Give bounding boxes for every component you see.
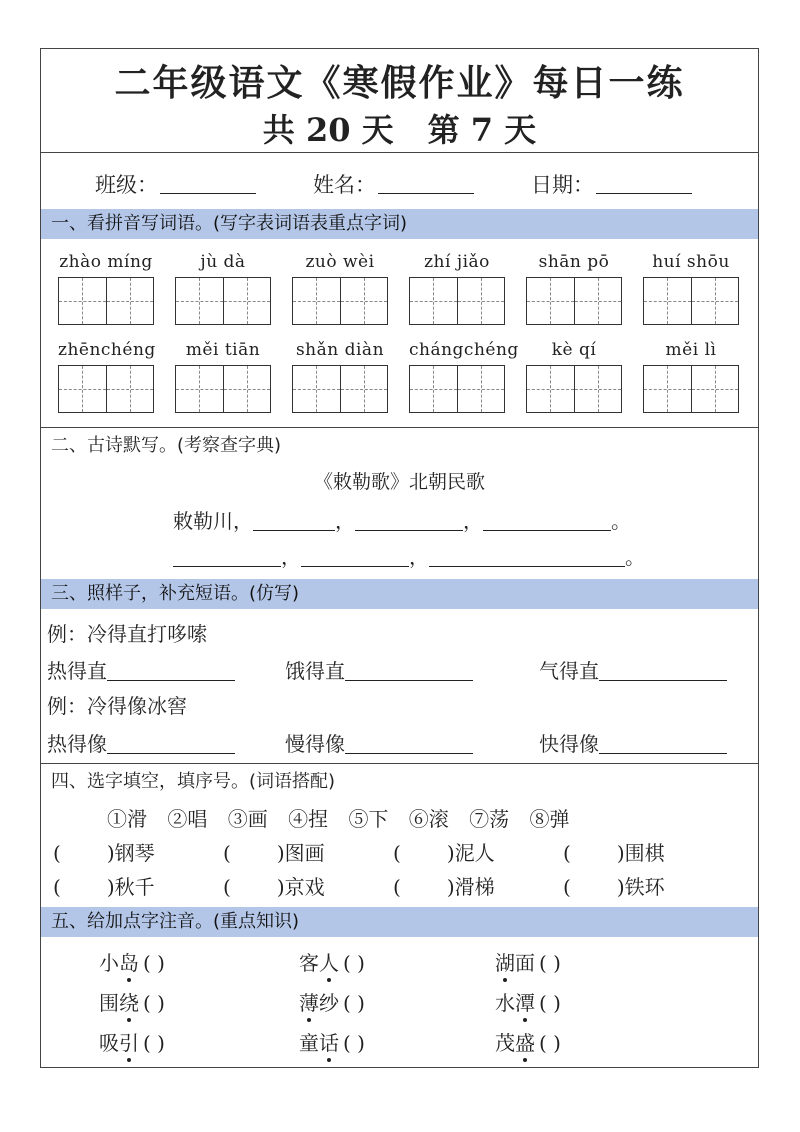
dotted-char: 薄	[299, 987, 319, 1016]
section3-heading: 三、照样子，补充短语。(仿写)	[41, 579, 758, 609]
pinyin-label: zhí jiǎo	[424, 252, 490, 272]
pinyin-label: zhēnchéng	[58, 340, 156, 360]
phonetic-item[interactable]: 吸引 ( )	[99, 1027, 165, 1056]
answer-paren[interactable]: ( )	[343, 991, 365, 1015]
poem-line-1: 敕勒川， ， ， 。	[173, 509, 631, 533]
poem-blank[interactable]	[483, 510, 611, 531]
pinyin-label: zhào míng	[59, 252, 153, 272]
option-item: ⑧弹	[529, 807, 570, 831]
fill-item[interactable]: ( )秋千	[53, 875, 155, 899]
dotted-char: 潭	[515, 987, 535, 1016]
fill-item[interactable]: ( )泥人	[393, 841, 495, 865]
poem-blank[interactable]	[355, 510, 463, 531]
poem-blank[interactable]	[253, 510, 335, 531]
writing-grid[interactable]	[292, 365, 388, 413]
fill-item[interactable]: ( )铁环	[563, 875, 665, 899]
phrase-blank[interactable]	[599, 660, 727, 681]
phrase-item: 快得像	[539, 728, 727, 757]
day-number: 第 7 天	[427, 111, 537, 149]
phonetic-item[interactable]: 薄纱 ( )	[299, 987, 365, 1016]
answer-paren[interactable]: ( )	[143, 991, 165, 1015]
fill-item[interactable]: ( )钢琴	[53, 841, 155, 865]
pinyin-label: měi lì	[665, 340, 717, 360]
option-item: ②唱	[167, 807, 208, 831]
answer-paren[interactable]: ( )	[539, 991, 561, 1015]
pinyin-cell[interactable]	[409, 339, 519, 413]
pinyin-cell[interactable]	[58, 339, 154, 413]
writing-grid[interactable]	[175, 277, 271, 325]
phonetic-item[interactable]: 围绕 ( )	[99, 987, 165, 1016]
pinyin-cell[interactable]	[643, 251, 739, 325]
writing-grid[interactable]	[58, 277, 154, 325]
phrase-blank[interactable]	[345, 660, 473, 681]
option-item: ⑦荡	[469, 807, 510, 831]
pinyin-label: shān pō	[538, 252, 610, 272]
date-blank[interactable]	[596, 173, 692, 194]
worksheet-title: 二年级语文《寒假作业》每日一练	[114, 62, 685, 104]
writing-grid[interactable]	[292, 277, 388, 325]
pinyin-cell[interactable]	[409, 251, 505, 325]
pinyin-label: chángchéng	[409, 340, 519, 360]
section4-heading: 四、选字填空，填序号。(词语搭配)	[51, 771, 336, 792]
name-field[interactable]	[313, 169, 474, 199]
phonetic-item[interactable]: 小岛 ( )	[99, 947, 165, 976]
fill-item[interactable]: ( )滑梯	[393, 875, 495, 899]
date-label: 日期：	[531, 173, 594, 197]
poem-blank[interactable]	[301, 546, 409, 567]
class-label: 班级：	[95, 173, 158, 197]
fill-item[interactable]: ( )京戏	[223, 875, 325, 899]
class-blank[interactable]	[160, 173, 256, 194]
phrase-blank[interactable]	[107, 733, 235, 754]
writing-grid[interactable]	[643, 277, 739, 325]
answer-paren[interactable]: ( )	[143, 951, 165, 975]
phonetic-item[interactable]: 茂盛 ( )	[495, 1027, 561, 1056]
pinyin-cell[interactable]	[643, 339, 739, 413]
total-days: 共 20 天	[262, 111, 394, 149]
option-item: ①滑	[107, 807, 147, 831]
example-1: 例：冷得直打哆嗦	[47, 622, 207, 646]
phrase-item: 热得直	[47, 655, 235, 684]
answer-paren[interactable]: ( )	[539, 951, 561, 975]
pinyin-cell[interactable]	[526, 339, 622, 413]
phrase-blank[interactable]	[345, 733, 473, 754]
worksheet	[40, 48, 759, 1068]
option-item: ④捏	[288, 807, 329, 831]
pinyin-cell[interactable]	[526, 251, 622, 325]
pinyin-cell[interactable]	[175, 251, 271, 325]
writing-grid[interactable]	[409, 365, 505, 413]
pinyin-cell[interactable]	[292, 339, 388, 413]
option-list	[107, 803, 570, 832]
pinyin-label: měi tiān	[185, 340, 261, 360]
dotted-char: 引	[119, 1027, 139, 1056]
phrase-item: 饿得直	[285, 655, 473, 684]
phonetic-item[interactable]: 客人 ( )	[299, 947, 365, 976]
divider	[41, 427, 758, 428]
divider	[41, 152, 758, 153]
answer-paren[interactable]: ( )	[143, 1031, 165, 1055]
poem-line-2: ， ， 。	[173, 541, 645, 570]
phrase-blank[interactable]	[599, 733, 727, 754]
example-2: 例：冷得像冰窖	[47, 694, 187, 718]
answer-paren[interactable]: ( )	[343, 951, 365, 975]
date-field[interactable]	[531, 169, 692, 199]
dotted-char: 湖	[495, 947, 515, 976]
phonetic-item[interactable]: 湖面 ( )	[495, 947, 561, 976]
dotted-char: 盛	[515, 1027, 535, 1056]
phonetic-item[interactable]: 水潭 ( )	[495, 987, 561, 1016]
poem-title: 《敕勒歌》北朝民歌	[313, 471, 485, 493]
pinyin-label: kè qí	[551, 340, 597, 360]
phrase-item: 热得像	[47, 728, 235, 757]
phrase-item: 慢得像	[285, 728, 473, 757]
poem-blank[interactable]	[173, 546, 281, 567]
writing-grid[interactable]	[526, 365, 622, 413]
dotted-char: 话	[319, 1027, 339, 1056]
writing-grid[interactable]	[643, 365, 739, 413]
fill-item[interactable]: ( )图画	[223, 841, 325, 865]
option-item: ③画	[227, 807, 268, 831]
pinyin-cell[interactable]	[175, 339, 271, 413]
name-label: 姓名：	[313, 173, 376, 197]
option-item: ⑤下	[348, 807, 389, 831]
writing-grid[interactable]	[409, 277, 505, 325]
poem-blank[interactable]	[429, 546, 625, 567]
divider	[41, 763, 758, 764]
section2-heading: 二、古诗默写。(考察查字典)	[51, 435, 282, 456]
writing-grid[interactable]	[175, 365, 271, 413]
answer-paren[interactable]: ( )	[539, 1031, 561, 1055]
answer-paren[interactable]: ( )	[343, 1031, 365, 1055]
dotted-char: 绕	[119, 987, 139, 1016]
section1-heading: 一、看拼音写词语。(写字表词语表重点字词)	[41, 209, 758, 239]
dotted-char: 岛	[119, 947, 139, 976]
phrase-blank[interactable]	[107, 660, 235, 681]
worksheet-subtitle	[41, 105, 758, 151]
option-item: ⑥滚	[408, 807, 449, 831]
writing-grid[interactable]	[526, 277, 622, 325]
phrase-item: 气得直	[539, 655, 727, 684]
pinyin-label: shǎn diàn	[295, 340, 385, 360]
poem-line-start: 敕勒川，	[173, 509, 253, 533]
pinyin-label: huí shōu	[652, 252, 730, 272]
section5-heading: 五、给加点字注音。(重点知识)	[41, 907, 758, 937]
pinyin-label: zuò wèi	[305, 252, 375, 272]
pinyin-label: jù dà	[200, 252, 246, 272]
pinyin-cell[interactable]	[58, 251, 154, 325]
phonetic-item[interactable]: 童话 ( )	[299, 1027, 365, 1056]
pinyin-cell[interactable]	[292, 251, 388, 325]
dotted-char: 人	[319, 947, 339, 976]
name-blank[interactable]	[378, 173, 474, 194]
writing-grid[interactable]	[58, 365, 154, 413]
fill-item[interactable]: ( )围棋	[563, 841, 665, 865]
class-field[interactable]	[95, 169, 256, 199]
